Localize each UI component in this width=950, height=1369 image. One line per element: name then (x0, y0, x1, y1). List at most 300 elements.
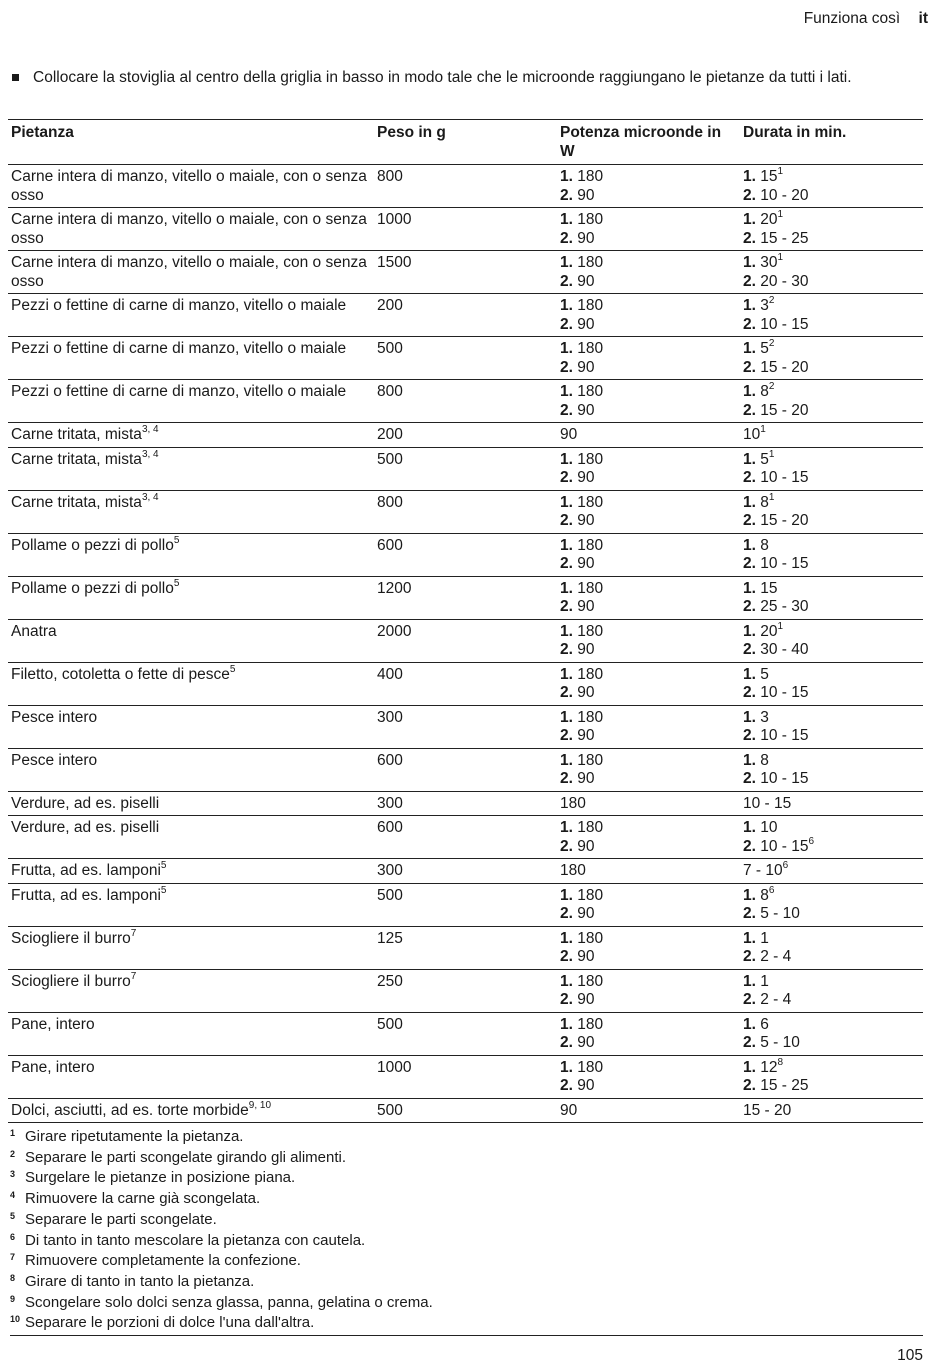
power-step (560, 297, 737, 316)
running-header (804, 10, 928, 28)
footnote-number: 6 (10, 1231, 16, 1242)
duration-value: 5 (760, 450, 769, 468)
food-cell (8, 294, 374, 337)
power-cell (557, 165, 740, 208)
step-label: 2. (560, 555, 573, 572)
footnote-number: 5 (10, 1210, 16, 1221)
step-label: 2. (560, 837, 573, 855)
weight-value: 1000 (377, 1058, 412, 1076)
step-label: 1. (560, 751, 573, 769)
weight-value: 1500 (377, 254, 412, 271)
header-power: Potenza microonde in W (557, 120, 740, 165)
weight-cell (374, 791, 557, 816)
duration-cell (740, 859, 923, 884)
duration-cell (740, 294, 923, 337)
step-label: 1. (560, 211, 573, 228)
food-name: Pollame o pezzi di pollo (11, 536, 174, 554)
step-label: 2. (560, 186, 573, 204)
weight-value: 800 (377, 168, 403, 185)
power-cell (557, 208, 740, 251)
power-value: 180 (577, 1015, 604, 1033)
power-value: 90 (577, 905, 595, 922)
weight-cell (374, 1098, 557, 1123)
weight-cell (374, 208, 557, 251)
table-row (8, 619, 923, 662)
table-row (8, 859, 923, 884)
step-label: 1. (743, 297, 756, 314)
step-label: 2. (743, 641, 756, 658)
power-step (560, 752, 737, 771)
power-value: 180 (577, 972, 604, 990)
table-row (8, 447, 923, 490)
step-label: 1. (743, 1015, 756, 1033)
duration-step (743, 555, 920, 574)
footnote-number: 7 (10, 1252, 16, 1263)
food-cell (8, 208, 374, 251)
duration-step (743, 512, 920, 531)
duration-cell (740, 165, 923, 208)
step-label: 2. (743, 1034, 756, 1051)
table-row (8, 816, 923, 859)
table-row (8, 208, 923, 251)
power-value: 90 (577, 598, 595, 615)
duration-cell (740, 791, 923, 816)
table-row (8, 165, 923, 208)
power-value: 90 (560, 1101, 578, 1119)
footnote-text: Separare le parti scongelate. (25, 1210, 217, 1228)
step-label: 2. (560, 770, 573, 787)
power-step (560, 273, 737, 292)
food-footnote-ref: 3, 4 (141, 424, 159, 435)
step-label: 1. (560, 819, 573, 836)
step-label: 2. (560, 512, 573, 529)
duration-step (743, 930, 920, 949)
duration-step (743, 211, 920, 230)
power-value: 180 (577, 211, 604, 228)
power-value: 90 (577, 991, 595, 1008)
table-row (8, 791, 923, 816)
step-label: 1. (560, 622, 573, 640)
power-step (560, 930, 737, 949)
duration-value: 15 (760, 579, 778, 597)
table-row (8, 662, 923, 705)
step-label: 1. (743, 819, 756, 836)
duration-value: 8 (760, 751, 769, 769)
duration-cell (740, 1098, 923, 1123)
food-footnote-ref: 5 (160, 860, 167, 871)
table-row (8, 380, 923, 423)
power-value: 90 (577, 272, 595, 290)
step-label: 1. (743, 751, 756, 769)
footnote-number: 9 (10, 1293, 16, 1304)
weight-cell (374, 294, 557, 337)
duration-value: 8 (760, 886, 769, 904)
power-value: 180 (577, 579, 604, 597)
step-label: 1. (743, 383, 756, 400)
weight-value: 1000 (377, 211, 412, 228)
step-label: 2. (743, 905, 756, 922)
step-label: 2. (743, 837, 756, 855)
step-label: 1. (560, 536, 573, 554)
duration-cell (740, 423, 923, 448)
power-cell (557, 1012, 740, 1055)
duration-step (743, 770, 920, 789)
weight-cell (374, 533, 557, 576)
weight-cell (374, 423, 557, 448)
section-title: Funziona così (803, 10, 901, 27)
footnotes (10, 1125, 923, 1336)
footnote (10, 1229, 923, 1250)
food-name: Verdure, ad es. piselli (11, 794, 160, 812)
duration-cell (740, 969, 923, 1012)
duration-value: 1 (760, 972, 769, 990)
duration-value: 15 - 25 (760, 229, 809, 247)
footnote-text: Girare ripetutamente la pietanza. (25, 1128, 244, 1145)
power-value: 90 (577, 358, 595, 376)
weight-value: 500 (377, 1015, 403, 1033)
power-value: 90 (577, 1077, 595, 1094)
duration-step (743, 230, 920, 249)
duration-step (743, 1034, 920, 1053)
footnote (10, 1311, 923, 1332)
duration-footnote-ref: 6 (782, 860, 789, 871)
duration-cell (740, 883, 923, 926)
food-cell (8, 791, 374, 816)
power-value: 180 (577, 450, 604, 468)
power-value: 90 (577, 770, 595, 787)
table-row (8, 1055, 923, 1098)
step-label: 2. (560, 469, 573, 486)
table-row (8, 251, 923, 294)
instruction-text: Collocare la stoviglia al centro della griglia in basso in modo tale che le microonde raggiungano le pietanze da tutti i lati. (33, 69, 852, 86)
food-cell (8, 662, 374, 705)
power-value: 90 (577, 469, 595, 486)
duration-value: 5 (760, 665, 769, 683)
step-label: 2. (743, 948, 756, 965)
food-name: Sciogliere il burro (11, 972, 131, 990)
duration-value: 20 (760, 211, 778, 228)
footnote (10, 1146, 923, 1167)
power-value: 180 (577, 536, 604, 554)
header-duration: Durata in min. (740, 120, 923, 165)
duration-step (743, 684, 920, 703)
duration-value: 3 (760, 708, 769, 726)
power-step (560, 168, 737, 187)
duration-cell (740, 251, 923, 294)
duration-step (743, 973, 920, 992)
step-label: 2. (743, 770, 756, 787)
step-label: 2. (743, 684, 756, 701)
footnote-text: Surgelare le pietanze in posizione piana. (25, 1169, 296, 1187)
power-value: 180 (577, 929, 604, 947)
power-step (560, 973, 737, 992)
footnote-text: Separare le porzioni di dolce l'una dall'altra. (25, 1314, 315, 1332)
table-header-row (8, 120, 923, 165)
food-footnote-ref: 9, 10 (248, 1099, 272, 1111)
step-label: 2. (560, 401, 573, 419)
step-label: 2. (560, 948, 573, 965)
power-step (560, 211, 737, 230)
footnote-text: Scongelare solo dolci senza glassa, panna, gelatina o crema. (25, 1293, 433, 1311)
weight-cell (374, 926, 557, 969)
duration-footnote-ref: 1 (760, 424, 766, 435)
food-cell (8, 926, 374, 969)
duration-value: 10 - 15 (760, 469, 809, 486)
duration-step (743, 168, 920, 187)
duration-footnote-ref: 2 (768, 295, 775, 306)
duration-step (743, 491, 920, 513)
duration-value: 5 (760, 340, 769, 357)
food-name: Pezzi o fettine di carne di manzo, vitello o maiale (11, 340, 347, 357)
food-footnote-ref: 5 (173, 534, 180, 546)
duration-value: 30 (760, 254, 778, 271)
step-label: 1. (743, 929, 756, 947)
step-label: 1. (743, 665, 756, 683)
power-cell (557, 926, 740, 969)
weight-cell (374, 748, 557, 791)
power-cell (557, 1055, 740, 1098)
step-label: 2. (743, 401, 756, 419)
footnote-number: 10 (10, 1314, 21, 1325)
footnote-number: 3 (10, 1169, 16, 1180)
power-step (560, 727, 737, 746)
weight-cell (374, 490, 557, 533)
duration-value: 15 (760, 168, 778, 185)
power-step (560, 623, 737, 642)
power-step (560, 340, 737, 359)
food-footnote-ref: 5 (173, 577, 180, 589)
step-label: 1. (743, 254, 756, 271)
power-cell (557, 533, 740, 576)
footnote (10, 1291, 923, 1312)
duration-footnote-ref: 6 (768, 884, 775, 896)
duration-footnote-ref: 1 (777, 620, 784, 632)
duration-cell (740, 1012, 923, 1055)
power-step (560, 838, 737, 857)
power-value: 90 (577, 186, 595, 204)
duration-value: 7 - 10 (743, 862, 783, 879)
food-name: Carne intera di manzo, vitello o maiale, con o senza osso (11, 168, 367, 204)
power-value: 180 (577, 340, 604, 357)
food-cell (8, 1012, 374, 1055)
duration-value: 2 - 4 (760, 948, 792, 965)
duration-value: 10 (760, 819, 778, 836)
power-value: 180 (577, 886, 604, 904)
weight-cell (374, 165, 557, 208)
duration-value: 10 - 15 (760, 315, 809, 333)
step-label: 1. (560, 579, 573, 597)
power-cell (557, 380, 740, 423)
step-label: 2. (743, 229, 756, 247)
duration-cell (740, 662, 923, 705)
step-label: 1. (560, 168, 573, 185)
power-value: 180 (560, 794, 586, 812)
weight-cell (374, 816, 557, 859)
food-footnote-ref: 3, 4 (141, 491, 159, 503)
step-label: 1. (560, 1015, 573, 1033)
power-value: 180 (577, 708, 604, 726)
food-cell (8, 380, 374, 423)
duration-step (743, 316, 920, 335)
duration-value: 8 (760, 536, 769, 554)
duration-value: 10 (743, 426, 761, 443)
step-label: 2. (560, 991, 573, 1008)
step-label: 2. (560, 229, 573, 247)
food-cell (8, 705, 374, 748)
footnote (10, 1270, 923, 1291)
duration-step (743, 709, 920, 728)
weight-cell (374, 859, 557, 884)
duration-step (743, 641, 920, 660)
weight-cell (374, 969, 557, 1012)
food-name: Anatra (11, 622, 57, 640)
food-cell (8, 969, 374, 1012)
power-value: 180 (577, 297, 604, 314)
duration-value: 8 (760, 383, 769, 400)
step-label: 1. (743, 340, 756, 357)
weight-cell (374, 380, 557, 423)
food-cell (8, 251, 374, 294)
power-value: 90 (577, 315, 595, 333)
power-step (560, 1077, 737, 1096)
power-value: 180 (577, 383, 604, 400)
power-value: 180 (577, 665, 604, 683)
power-step (560, 469, 737, 488)
weight-value: 200 (377, 297, 403, 314)
weight-cell (374, 251, 557, 294)
weight-value: 600 (377, 751, 403, 769)
duration-value: 10 - 15 (760, 837, 809, 855)
step-label: 2. (743, 512, 756, 529)
food-cell (8, 423, 374, 448)
duration-step (743, 273, 920, 292)
footnote-text: Separare le parti scongelate girando gli alimenti. (25, 1148, 347, 1166)
footnote-number: 8 (10, 1272, 16, 1283)
power-value: 90 (577, 229, 595, 247)
food-name: Pesce intero (11, 751, 98, 769)
step-label: 2. (743, 727, 756, 744)
food-cell (8, 816, 374, 859)
weight-value: 800 (377, 383, 403, 400)
power-step (560, 316, 737, 335)
duration-step (743, 187, 920, 206)
table-row (8, 337, 923, 380)
weight-value: 125 (377, 929, 403, 947)
bullet-square-icon (12, 74, 19, 81)
power-step (560, 948, 737, 967)
step-label: 2. (560, 598, 573, 615)
duration-value: 12 (760, 1058, 778, 1076)
duration-cell (740, 816, 923, 859)
duration-step (743, 620, 920, 642)
power-step (560, 905, 737, 924)
power-step (560, 187, 737, 206)
footnote-number: 1 (10, 1128, 16, 1138)
table-row (8, 748, 923, 791)
food-cell (8, 490, 374, 533)
power-value: 180 (577, 254, 604, 271)
duration-value: 10 - 15 (760, 727, 809, 744)
header-food: Pietanza (8, 120, 374, 165)
power-value: 180 (577, 493, 604, 511)
step-label: 1. (743, 450, 756, 468)
power-cell (557, 748, 740, 791)
food-footnote-ref: 5 (229, 663, 236, 675)
food-name: Carne tritata, mista (11, 493, 142, 511)
duration-value: 25 - 30 (760, 598, 809, 615)
duration-footnote-ref: 2 (768, 338, 775, 349)
duration-footnote-ref: 2 (768, 381, 775, 392)
weight-value: 600 (377, 536, 403, 554)
power-cell (557, 816, 740, 859)
power-step (560, 494, 737, 513)
duration-cell (740, 447, 923, 490)
power-value: 180 (560, 862, 586, 879)
food-cell (8, 1055, 374, 1098)
weight-value: 500 (377, 450, 403, 468)
weight-cell (374, 1055, 557, 1098)
duration-step (743, 359, 920, 378)
step-label: 1. (743, 168, 756, 185)
page-number: 105 (897, 1347, 923, 1364)
weight-cell (374, 662, 557, 705)
step-label: 1. (743, 536, 756, 554)
duration-cell (740, 576, 923, 619)
weight-value: 500 (377, 1101, 403, 1119)
power-cell (557, 337, 740, 380)
weight-value: 500 (377, 886, 403, 904)
power-step (560, 383, 737, 402)
power-value: 90 (577, 948, 595, 965)
step-label: 1. (743, 622, 756, 640)
table-row (8, 423, 923, 448)
food-footnote-ref: 3, 4 (141, 448, 159, 460)
weight-cell (374, 883, 557, 926)
food-cell (8, 883, 374, 926)
duration-value: 15 - 20 (760, 358, 809, 376)
step-label: 2. (743, 598, 756, 615)
step-label: 1. (743, 972, 756, 990)
power-step (560, 230, 737, 249)
table-body (8, 165, 923, 1123)
power-step (560, 537, 737, 556)
duration-value: 8 (760, 493, 769, 511)
power-cell (557, 423, 740, 448)
step-label: 2. (560, 905, 573, 922)
duration-value: 15 - 20 (743, 1101, 792, 1119)
duration-value: 3 (760, 297, 769, 314)
step-label: 2. (560, 641, 573, 658)
power-cell (557, 1098, 740, 1123)
duration-step (743, 1056, 920, 1078)
power-cell (557, 294, 740, 337)
step-label: 2. (560, 1034, 573, 1051)
power-cell (557, 447, 740, 490)
step-label: 2. (560, 1077, 573, 1094)
food-name: Carne intera di manzo, vitello o maiale, con o senza osso (11, 254, 367, 290)
power-value: 180 (577, 168, 604, 185)
footnote (10, 1249, 923, 1270)
power-step (560, 641, 737, 660)
food-name: Pane, intero (11, 1015, 95, 1033)
power-cell (557, 969, 740, 1012)
duration-step (743, 1016, 920, 1035)
duration-value: 10 - 15 (760, 555, 809, 572)
weight-cell (374, 576, 557, 619)
duration-step (743, 383, 920, 402)
weight-cell (374, 619, 557, 662)
food-name: Frutta, ad es. lamponi (11, 862, 161, 879)
